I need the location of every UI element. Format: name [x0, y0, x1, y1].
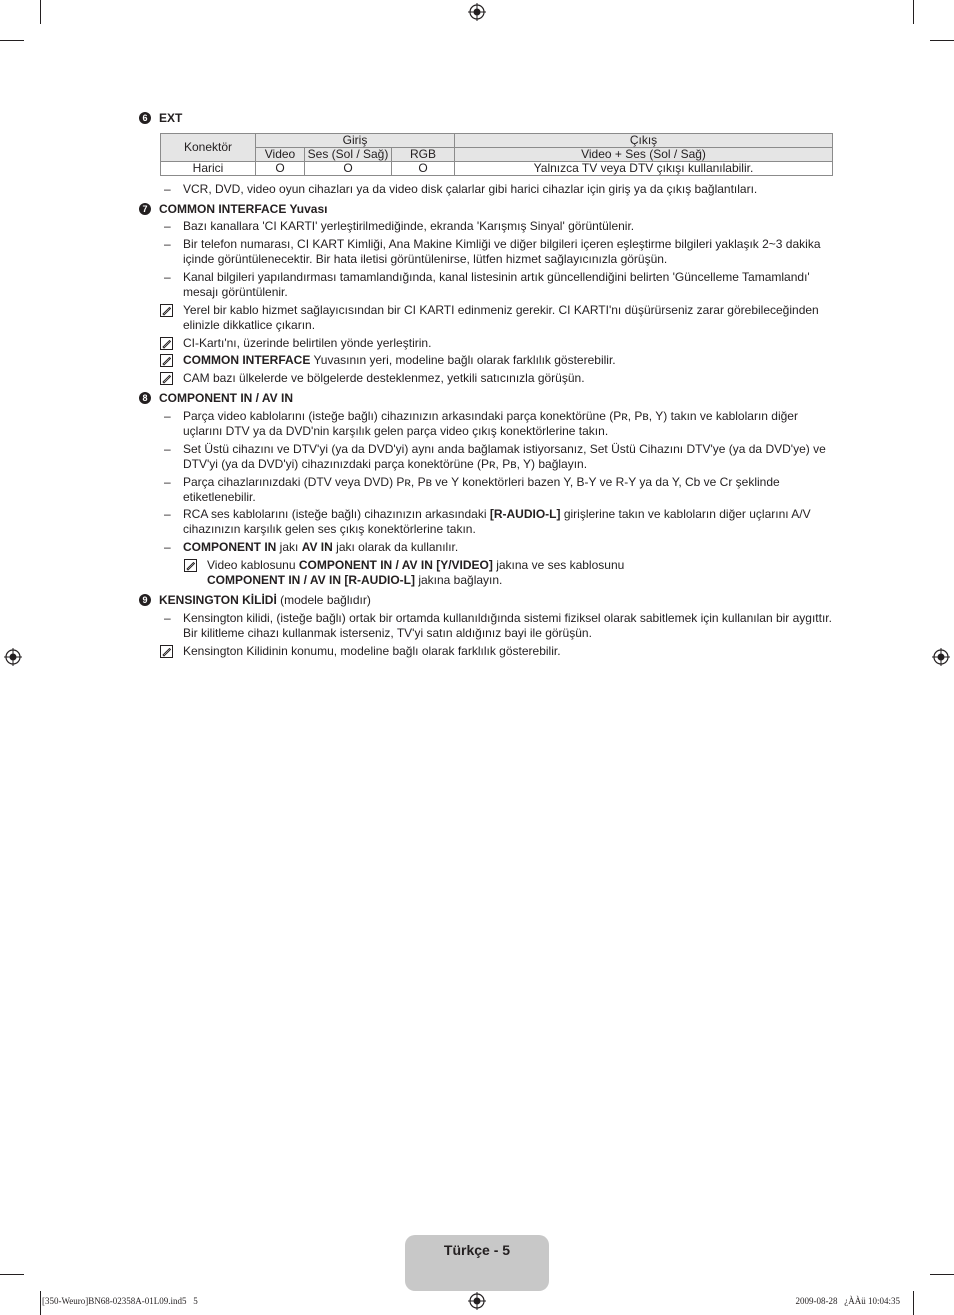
table-cell: O	[256, 162, 305, 176]
note-item	[160, 644, 840, 659]
crop-mark	[930, 1274, 954, 1275]
dash-bullet: –	[164, 475, 171, 489]
text-run: jakına bağlayın.	[414, 573, 503, 587]
crop-mark	[40, 0, 41, 24]
table-subheader-audio: Ses (Sol / Sağ)	[305, 148, 392, 162]
item-text: CAM bazı ülkelerde ve bölgelerde desteklenmez, yetkili satıcınızla görüşün.	[183, 371, 585, 385]
list-item	[160, 507, 840, 537]
section-title: COMMON INTERFACE Yuvası	[159, 202, 328, 216]
note-icon	[160, 354, 173, 367]
item-text	[183, 540, 840, 555]
bold-term: COMPONENT IN	[183, 540, 277, 554]
list-item	[160, 611, 840, 641]
item-text: Bazı kanallara 'CI KARTI' yerleştirilmediğinde, ekranda 'Karışmış Sinyal' görüntülenir.	[183, 219, 635, 233]
crop-mark	[0, 40, 24, 41]
section-number-badge: 8	[139, 392, 151, 404]
note-item	[160, 371, 840, 386]
note-item	[160, 336, 840, 351]
table-cell: O	[305, 162, 392, 176]
crop-mark	[930, 40, 954, 41]
bold-term: COMPONENT IN / AV IN [R-AUDIO-L]	[207, 573, 415, 587]
item-text	[207, 558, 840, 588]
item-text	[183, 507, 840, 537]
print-slug-left: [350-Weuro]BN68-02358A-01L09.ind5 5	[42, 1296, 198, 1306]
item-text: Bir telefon numarası, CI KART Kimliği, Ana Makine Kimliği ve diğer bilgileri içeren eşleştirme bilgileri yaklaşık 2~3 dakika içinde görüntülenecektir. Bir hata iletisi görüntülenirse, lütfen hizmet sağlayıcınızla görüşün.	[183, 237, 821, 266]
text-run: jakı olarak da kullanılır.	[332, 540, 459, 554]
bold-term: COMPONENT IN / AV IN [Y/VIDEO]	[298, 558, 493, 572]
table-row	[161, 162, 833, 176]
dash-bullet: –	[164, 611, 171, 625]
section-ext-heading	[139, 110, 182, 126]
item-text: Parça cihazlarınızdaki (DTV veya DVD) Pʀ, Pʙ ve Y konektörleri bazen Y, B-Y ve R-Y ya da Y, Cb ve Cr şeklinde etiketlenebilir.	[183, 475, 780, 504]
section-number-badge: 6	[139, 112, 151, 124]
section-number-badge: 7	[139, 203, 151, 215]
table-subheader-rgb: RGB	[392, 148, 455, 162]
table-header-connector: Konektör	[161, 134, 256, 162]
text-run: girişlerine takın ve kabloların diğer uçlarını A/V cihazınızın karşılık gelen ses çıkış konektörlerine takın.	[183, 507, 811, 536]
bold-term: [R-AUDIO-L]	[489, 507, 561, 521]
item-text: Kanal bilgileri yapılandırması tamamlandığında, kanal listesinin artık güncellendiğini belirten 'Güncelleme Tamamlandı' mesajı görüntülenir.	[183, 270, 810, 299]
crop-mark	[913, 1291, 914, 1315]
dash-bullet: –	[164, 540, 171, 554]
note-icon	[160, 304, 173, 317]
dash-bullet: –	[164, 219, 171, 233]
print-slug-right: 2009-08-28 ¿ÀÀü 10:04:35	[795, 1296, 900, 1306]
dash-bullet: –	[164, 507, 171, 521]
list-item	[160, 270, 840, 300]
registration-mark-icon	[4, 648, 22, 666]
table-header-input: Giriş	[256, 134, 455, 148]
text-run: RCA ses kablolarını (isteğe bağlı) cihazınızın arkasındaki	[183, 507, 490, 521]
page-number-tab	[405, 1235, 549, 1291]
item-text: Kensington Kilidinin konumu, modeline bağlı olarak farklılık gösterebilir.	[183, 644, 561, 658]
crop-mark	[913, 0, 914, 24]
list-item	[160, 219, 840, 234]
item-text-rest: Yuvasının yeri, modeline bağlı olarak farklılık gösterebilir.	[313, 353, 616, 367]
bold-term: COMMON INTERFACE	[183, 353, 311, 367]
registration-mark-icon	[468, 3, 486, 21]
note-item	[184, 558, 840, 588]
section-title: KENSINGTON KİLİDİ	[159, 593, 277, 607]
dash-bullet: –	[164, 270, 171, 284]
note-item	[160, 303, 840, 333]
crop-mark	[0, 1274, 24, 1275]
registration-mark-icon	[932, 648, 950, 666]
dash-bullet: –	[164, 442, 171, 456]
section-component-heading	[139, 390, 293, 406]
note-icon	[160, 372, 173, 385]
section-number-badge: 9	[139, 594, 151, 606]
list-item	[160, 182, 840, 197]
section-title-suffix: (modele bağlıdır)	[276, 593, 371, 607]
list-item	[160, 237, 840, 267]
list-item	[160, 475, 840, 505]
note-item	[160, 353, 840, 368]
item-text: Parça video kablolarını (isteğe bağlı) cihazınızın arkasındaki parça konektörüne (Pʀ, Pʙ, Y) takın ve kabloların diğer uçlarını DTV ya da DVD'nin karşılık gelen parça video çıkış konektörlerine takın.	[183, 409, 798, 438]
dash-bullet: –	[164, 409, 171, 423]
section-title: EXT	[159, 111, 183, 125]
note-icon	[160, 645, 173, 658]
text-run: Video kablosunu	[207, 558, 299, 572]
dash-bullet: –	[164, 182, 171, 196]
section-ci-heading	[139, 201, 327, 217]
table-cell: O	[392, 162, 455, 176]
text-run: jakı	[276, 540, 302, 554]
note-icon	[160, 337, 173, 350]
table-cell: Yalnızca TV veya DTV çıkışı kullanılabilir.	[455, 162, 833, 176]
list-item	[160, 409, 840, 439]
item-text: VCR, DVD, video oyun cihazları ya da video disk çalarlar gibi harici cihazlar için giriş ya da çıkış bağlantıları.	[183, 182, 758, 196]
list-item	[160, 442, 840, 472]
item-text: Yerel bir kablo hizmet sağlayıcısından bir CI KARTI edinmeniz gerekir. CI KARTI'nı düşürürseniz zarar görebileceğinden elinizle dikkatlice çıkarın.	[183, 303, 819, 332]
text-run: jakına ve ses kablosunu	[492, 558, 625, 572]
dash-bullet: –	[164, 237, 171, 251]
item-text: Set Üstü cihazını ve DTV'yi (ya da DVD'yi) aynı anda bağlamak istiyorsanız, Set Üstü Cihazını DTV'ye (ya da DVD'ye) ve DTV'yi (ya da DVD'yi) cihazınızdaki parça konektörüne (Pʀ, Pʙ, Y) bağlayın.	[183, 442, 826, 471]
bold-term: AV IN	[301, 540, 333, 554]
section-title: COMPONENT IN / AV IN	[159, 391, 294, 405]
item-text: Kensington kilidi, (isteğe bağlı) ortak bir ortamda kullanıldığında sistemi fiziksel olarak sabitlemek için kullanılan bir aygıttır. Bir kilitleme cihazı kullanmak isterseniz, TV'yi satın aldığınız bayi ile görüşün.	[183, 611, 832, 640]
item-text: CI-Kartı'nı, üzerinde belirtilen yönde yerleştirin.	[183, 336, 432, 350]
page-number-label: Türkçe - 5	[443, 1242, 511, 1258]
table-subheader-video-audio: Video + Ses (Sol / Sağ)	[455, 148, 833, 162]
crop-mark	[40, 1291, 41, 1315]
section-kensington-heading	[139, 592, 371, 608]
list-item	[160, 540, 840, 555]
registration-mark-icon	[468, 1292, 486, 1310]
table-subheader-video: Video	[256, 148, 305, 162]
table-cell: Harici	[161, 162, 256, 176]
ext-connector-table	[160, 133, 833, 176]
item-text	[183, 353, 840, 368]
table-header-output: Çıkış	[455, 134, 833, 148]
note-icon	[184, 559, 197, 572]
